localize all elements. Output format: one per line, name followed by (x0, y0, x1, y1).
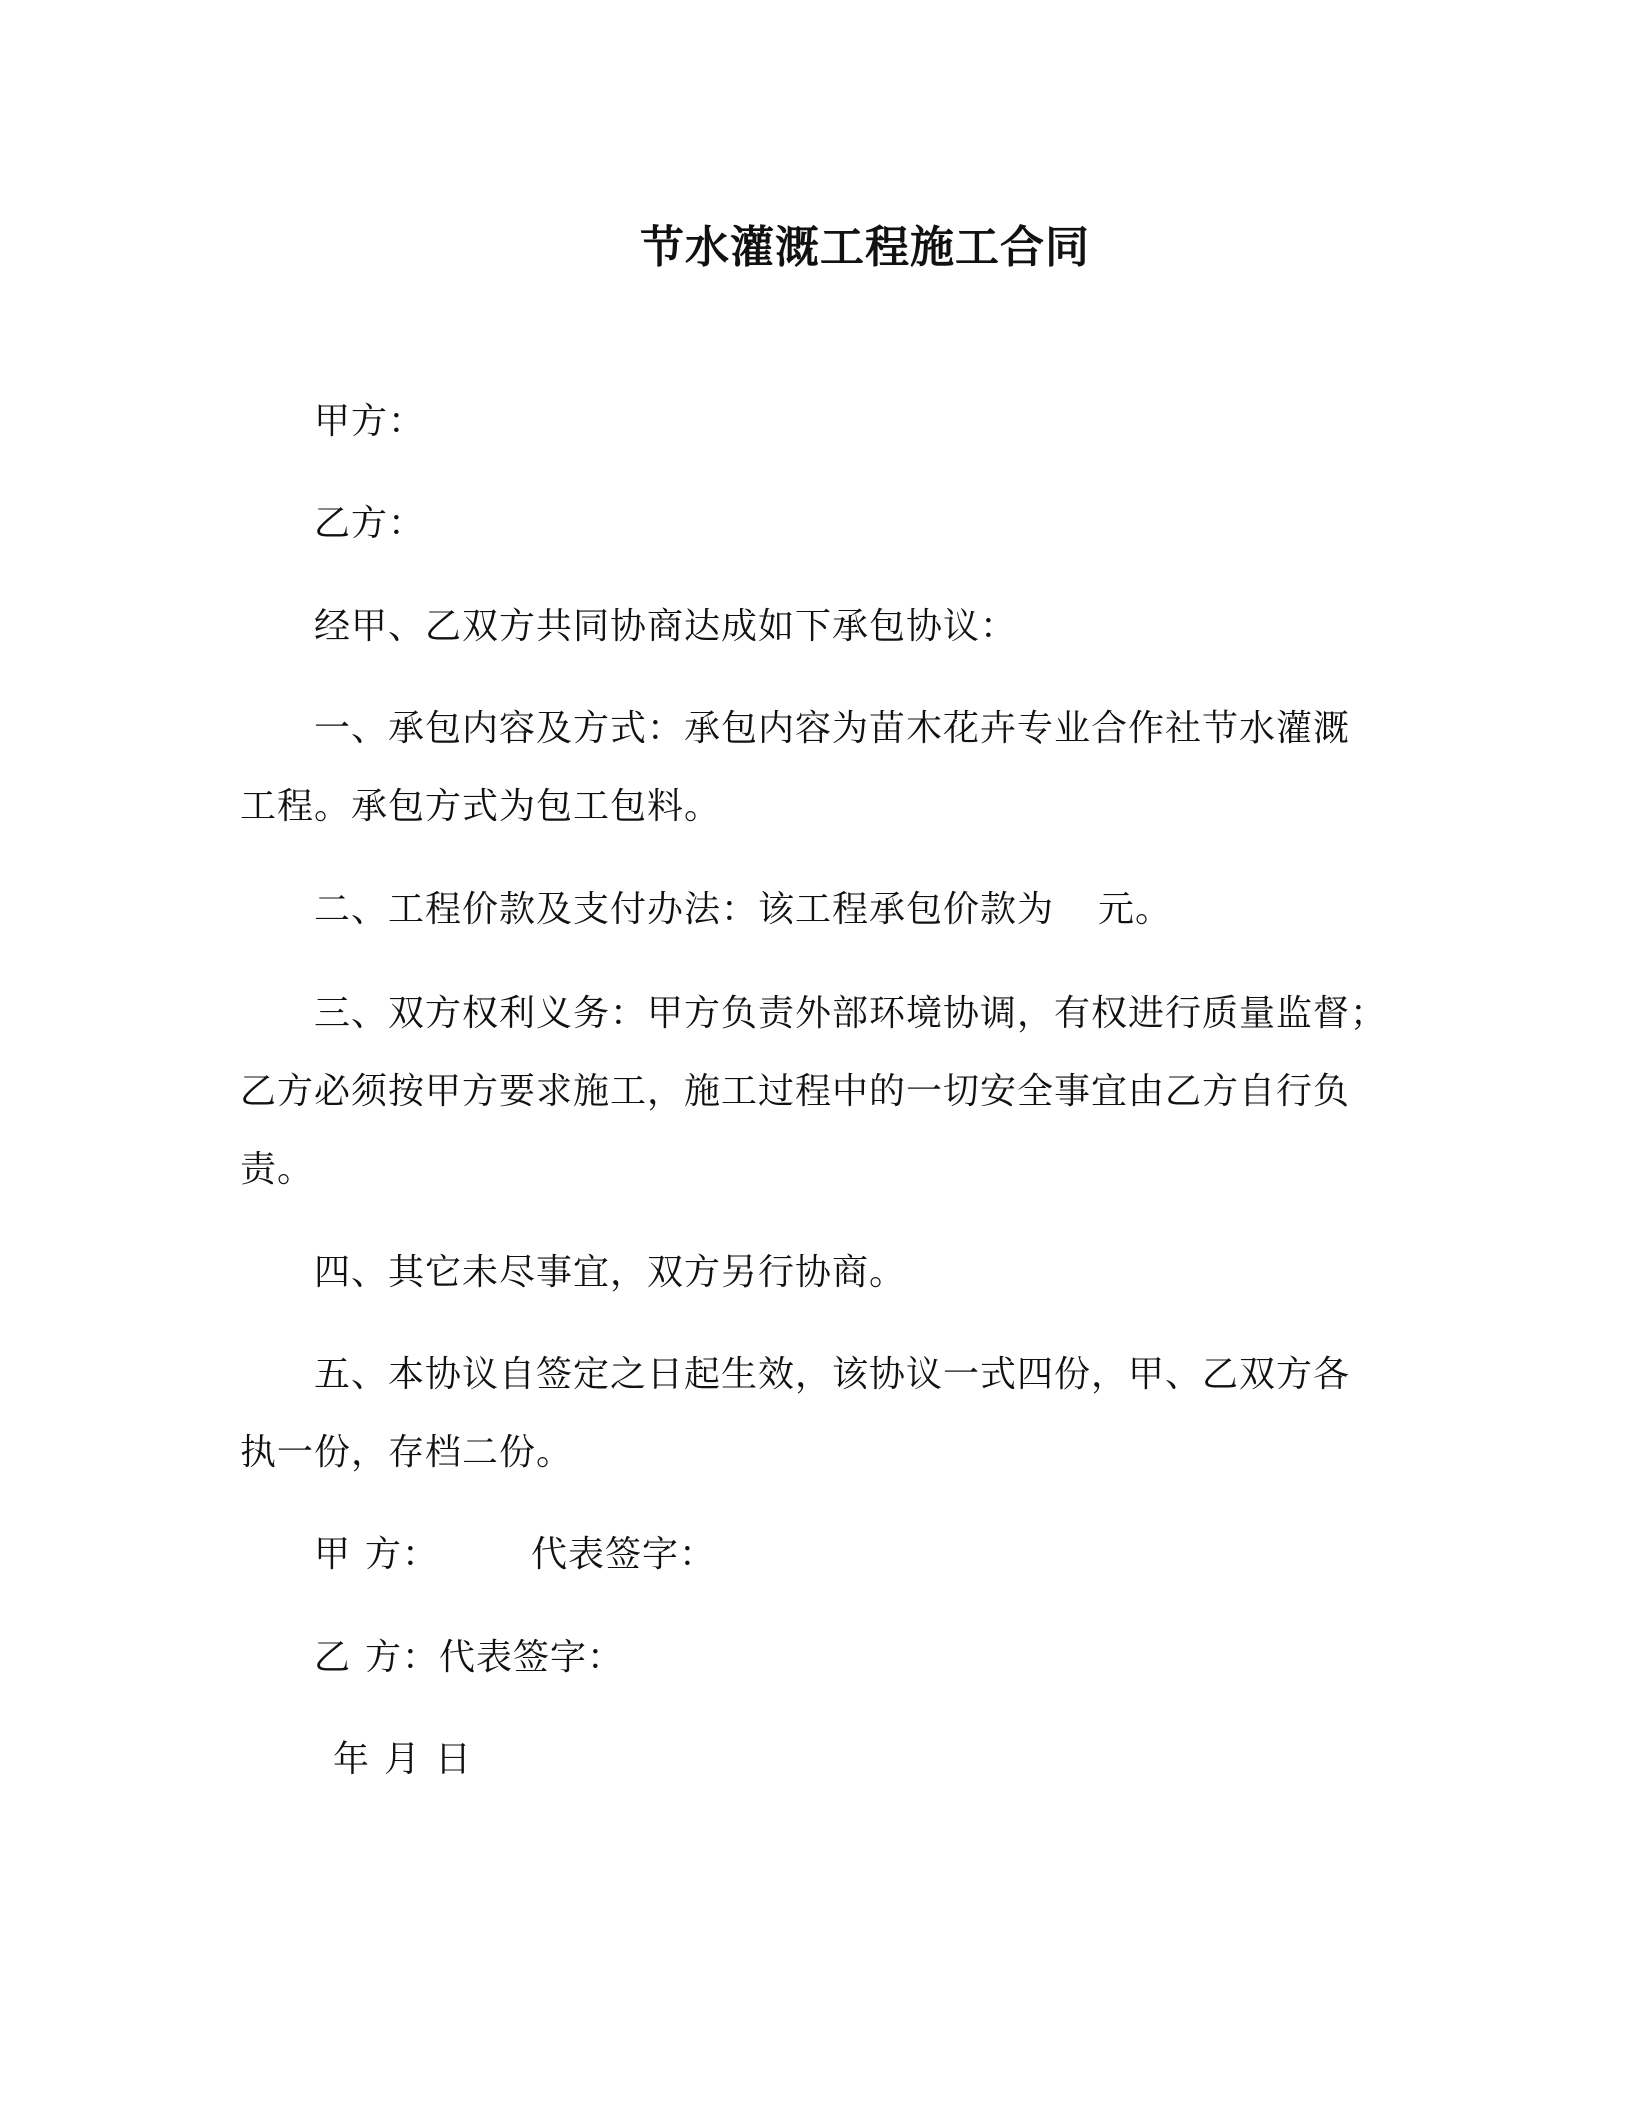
sign-a-rep: 代表签字： (531, 1534, 717, 1575)
sign-a-char2: 方： (365, 1534, 440, 1575)
sign-b-char2: 方： (365, 1637, 440, 1678)
clause-2-suffix: 元。 (1098, 889, 1173, 930)
clause-1-line-2: 工程。承包方式为包工包料。 (240, 786, 722, 827)
document-title: 节水灌溉工程施工合同 (640, 222, 1090, 273)
date-year: 年 (333, 1739, 371, 1780)
clause-3-line-1: 三、双方权利义务：甲方负责外部环境协调，有权进行质量监督； (314, 993, 1388, 1034)
sign-a-char1: 甲 (314, 1534, 352, 1575)
signature-party-b (314, 1634, 624, 1682)
sign-b-char1: 乙 (314, 1637, 352, 1678)
date-month: 月 (384, 1739, 422, 1780)
signature-party-a (314, 1531, 716, 1579)
clause-2-line (314, 886, 1172, 934)
sign-b-rep: 代表签字： (439, 1637, 625, 1678)
date-day: 日 (435, 1739, 473, 1780)
party-a-line: 甲方： (314, 401, 426, 442)
date-line (333, 1736, 472, 1784)
clause-4-line: 四、其它未尽事宜，双方另行协商。 (314, 1252, 907, 1293)
clause-3-line-3: 责。 (240, 1149, 315, 1190)
clause-3-line-2: 乙方必须按甲方要求施工，施工过程中的一切安全事宜由乙方自行负 (240, 1071, 1351, 1112)
intro-line: 经甲、乙双方共同协商达成如下承包协议： (314, 606, 1018, 647)
clause-1-line-1: 一、承包内容及方式：承包内容为苗木花卉专业合作社节水灌溉 (314, 708, 1351, 749)
clause-5-line-1: 五、本协议自签定之日起生效，该协议一式四份，甲、乙双方各 (314, 1354, 1351, 1395)
party-b-line: 乙方： (314, 503, 426, 544)
clause-5-line-2: 执一份，存档二份。 (240, 1432, 574, 1473)
clause-2-prefix: 二、工程价款及支付办法：该工程承包价款为 (314, 889, 1055, 930)
